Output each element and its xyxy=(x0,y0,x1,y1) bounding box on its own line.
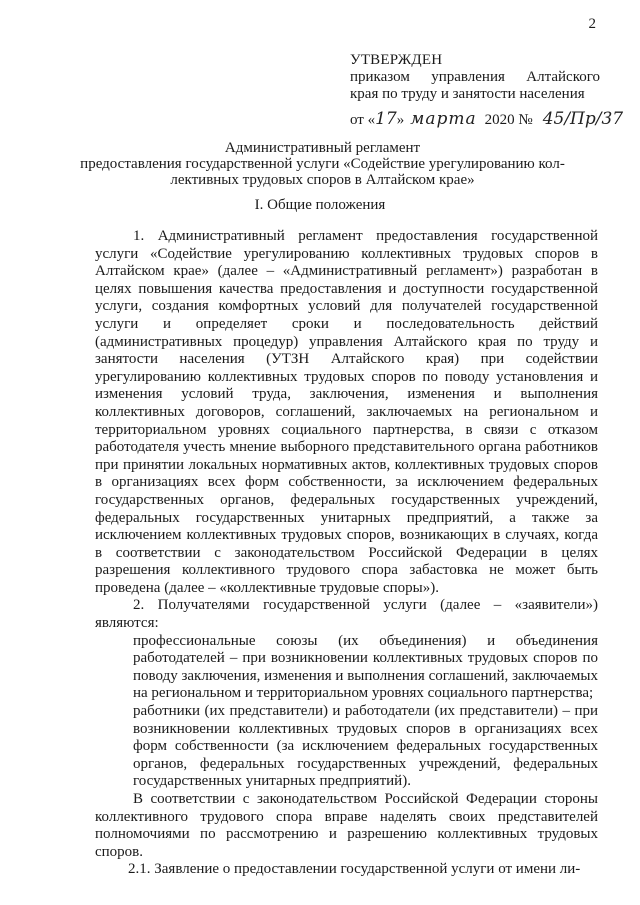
title-line-1: Административный регламент xyxy=(224,140,421,156)
paragraph-applicants-unions: профессиональные союзы (их объединения) и объединения работодателей – при возникновении коллективных трудовых споров по поводу заключения, изменения и выполнения соглашений, заключаемых на региональном и территориальном уровнях социального партнерства; xyxy=(133,632,598,702)
section-title: I. Общие положения xyxy=(254,197,386,213)
title-line-2: предоставления государственной услуги «Содействие урегулированию кол- xyxy=(80,156,565,172)
approval-line-2: края по труду и занятости населения xyxy=(350,86,585,102)
order-number-handwritten: 45/Пр/37 xyxy=(542,109,624,129)
regulation-title xyxy=(80,140,565,188)
order-day-handwritten: 17 xyxy=(375,109,397,129)
order-close-quote: » xyxy=(396,112,405,128)
document-body xyxy=(95,228,598,879)
order-year: 2020 № xyxy=(484,112,533,128)
paragraph-2: 2. Получателями государственной услуги (далее – «заявители») являются: xyxy=(95,597,598,632)
approval-order-line xyxy=(350,109,624,129)
paragraph-applicants-workers: работники (их представители) и работодатели (их представители) – при возникновении коллективных трудовых споров в организациях всех форм собственности (за исключением федеральных государственных органов, федеральных государственных учреждений, федеральных государственных унитарных предприятий). xyxy=(133,703,598,790)
page-number: 2 xyxy=(588,16,596,32)
paragraph-2-1: 2.1. Заявление о предоставлении государственной услуги от имени ли- xyxy=(128,861,581,878)
title-line-3: лективных трудовых споров в Алтайском крае» xyxy=(170,172,475,188)
paragraph-1: 1. Административный регламент предоставления государственной услуги «Содействие урегулированию коллективных трудовых споров в Алтайском крае» (далее – «Административный регламент») разработан в целях повышения качества предоставления и доступности государственной услуги, создания комфортных условий для получателей государственной услуги и определяет сроки и последовательность действий (административных процедур) управления Алтайского края по труду и занятости населения (УТЗН Алтайского края) при содействии урегулированию коллективных трудовых споров по поводу установления и изменения условий труда, заключения, изменения и выполнения коллективных договоров, соглашений, заключаемых на региональном и территориальном уровнях социального партнерства, в связи с отказом работодателя учесть мнение выборного представительного органа работников при принятии локальных нормативных актов, коллективных трудовых споров в организациях всех форм собственности, за исключением федеральных государственных органов, федеральных государственных учреждений, федеральных государственных унитарных предприятий, а также за исключением коллективных трудовых споров, возникающих в случаях, когда в соответствии с законодательством Российской Федерации в целях разрешения коллективного трудового спора забастовка не может быть проведена (далее – «коллективные трудовые споры»). xyxy=(95,228,598,596)
approval-heading: УТВЕРЖДЕН xyxy=(350,52,443,68)
approval-line-1: приказом управления Алтайского xyxy=(350,69,600,85)
order-prefix: от « xyxy=(350,112,376,128)
approval-stamp xyxy=(350,52,624,129)
paragraph-representatives: В соответствии с законодательством Российской Федерации стороны коллективного трудового спора вправе наделять своих представителей полномочиями по рассмотрению и разрешению коллективных трудовых споров. xyxy=(95,791,598,860)
order-month-handwritten: марта xyxy=(410,109,477,129)
